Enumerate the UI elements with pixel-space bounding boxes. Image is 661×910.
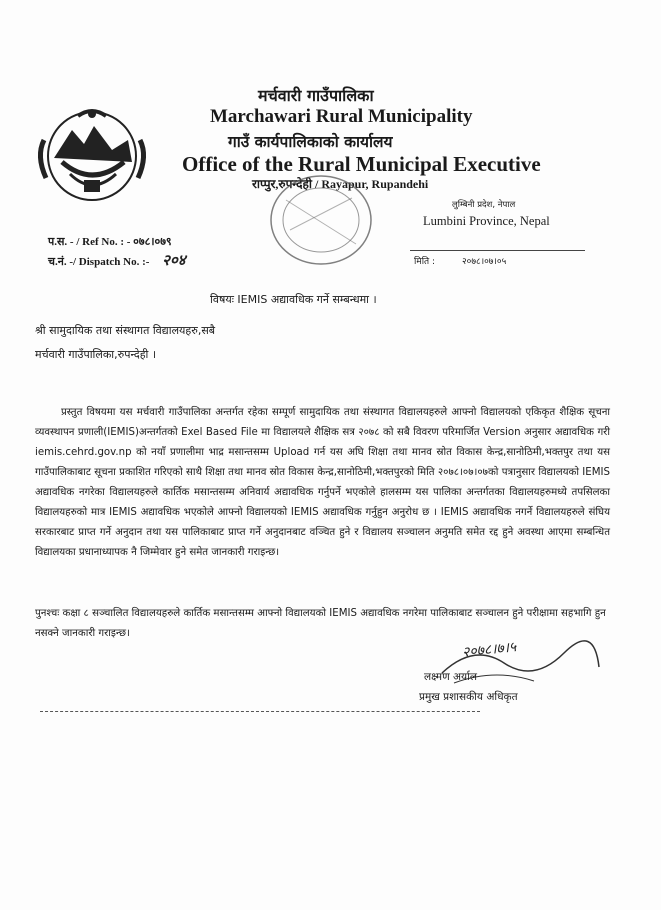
province-en: Lumbini Province, Nepal (423, 214, 550, 228)
dispatch-value: २०४ (162, 251, 186, 269)
signature-stamp-icon (434, 633, 604, 693)
province-np: लुम्बिनी प्रदेश, नेपाल (452, 200, 516, 210)
office-name-en: Office of the Rural Municipal Executive (182, 152, 541, 176)
addressee-line-2: मर्चवारी गाउँपालिका,रुपन्देही । (35, 348, 157, 361)
municipality-name-np: मर्चवारी गाउँपालिका (258, 86, 374, 105)
reference-number: प.स. - / Ref No. : - ०७८।०७९ (48, 236, 172, 248)
date-field (410, 250, 585, 266)
office-address: राप्पुर,रुपन्देही / Rayapur, Rupandehi (252, 177, 429, 191)
signatory-name: लक्ष्मण अर्याल (424, 671, 477, 683)
signatory-title: प्रमुख प्रशासकीय अधिकृत (419, 691, 518, 703)
municipality-name-en: Marchawari Rural Municipality (210, 106, 473, 127)
dispatch-label: च.नं. -/ Dispatch No. :- (48, 256, 150, 268)
office-name-np: गाउँ कार्यपालिकाको कार्यालय (228, 133, 393, 151)
nepal-emblem-icon (32, 100, 152, 210)
office-stamp-icon (266, 170, 376, 270)
letter-body: प्रस्तुत विषयमा यस मर्चवारी गाउँपालिका अन्तर्गत रहेका सम्पूर्ण सामुदायिक तथा संस्थागत विद्यालयहरुले आफ्नो विद्यालयको एकिकृत शैक्षिक सूचना व्यवस्थापन प्रणाली(IEMIS)अन्तर्गतको Exel Based File मा विद्यालयले शैक्षिक सत्र २०७८ को सबै विवरण परिमार्जित Version अनुसार अद्यावधिक गरी iemis.cehrd.gov.np को नयाँ प्रणालीमा भाद्र मसान्तसम्म Upload गर्न यस अघि शिक्षा तथा मानव स्रोत विकास केन्द्र,सानोठिमी,भक्तपुर तथा यस गाउँपालिकाबाट सूचना प्रकाशित गरिएको साथै शिक्षा तथा मानव स्रोत विकास केन्द्र,सानोठिमी,भक्तपुरको मिति २०७८।०७।०७को पत्रानुसार विद्यालयको IEMIS अद्यावधिक नगरेका विद्यालयहरुले कार्तिक मसान्तसम्म अनिवार्य अद्यावधिक गर्नुपर्ने भएकोले हालसम्म यस पालिका अन्तर्गतका विद्यालयहरुमध्ये तपसिलका विद्यालयहरुको मात्र IEMIS अद्यावधिक भएकोले आफ्नो विद्यालयको IEMIS अद्यावधिक गर्नुहुन अनुरोध छ । IEMIS अद्यावधिक नगर्ने विद्यालयहरुले संघिय सरकारबाट प्राप्त गर्ने अनुदान तथा यस पालिकाबाट प्राप्त गर्ने अनुदानबाट वञ्चित हुने र विद्यालय सञ्चालन अनुमति समेत रद्द हुने अवस्था आएमा सम्बन्धित विद्यालयका प्रधानाध्यापक नै जिम्मेवार हुने समेत जानकारी गराइन्छ। (35, 407, 610, 558)
letter-subject: विषयः IEMIS अद्यावधिक गर्ने सम्बन्धमा । (210, 293, 377, 306)
date-value: २०७८।०७।०५ (462, 257, 507, 267)
bottom-divider (40, 711, 480, 712)
handwritten-date: २०७८।७।५ (461, 639, 518, 661)
letter-postscript: पुनश्चः कक्षा ८ सञ्चालित विद्यालयहरुले कार्तिक मसान्तसम्म आफ्नो विद्यालयको IEMIS अद्यावधिक नगरेमा पालिकाबाट सञ्चालन हुने परीक्षामा सहभागि हुन नसक्ने जानकारी गराइन्छ। (35, 608, 606, 639)
addressee-line-1: श्री सामुदायिक तथा संस्थागत विद्यालयहरु,सबै (35, 324, 216, 337)
date-label: मिति : (414, 257, 436, 267)
dispatch-number (48, 250, 186, 270)
